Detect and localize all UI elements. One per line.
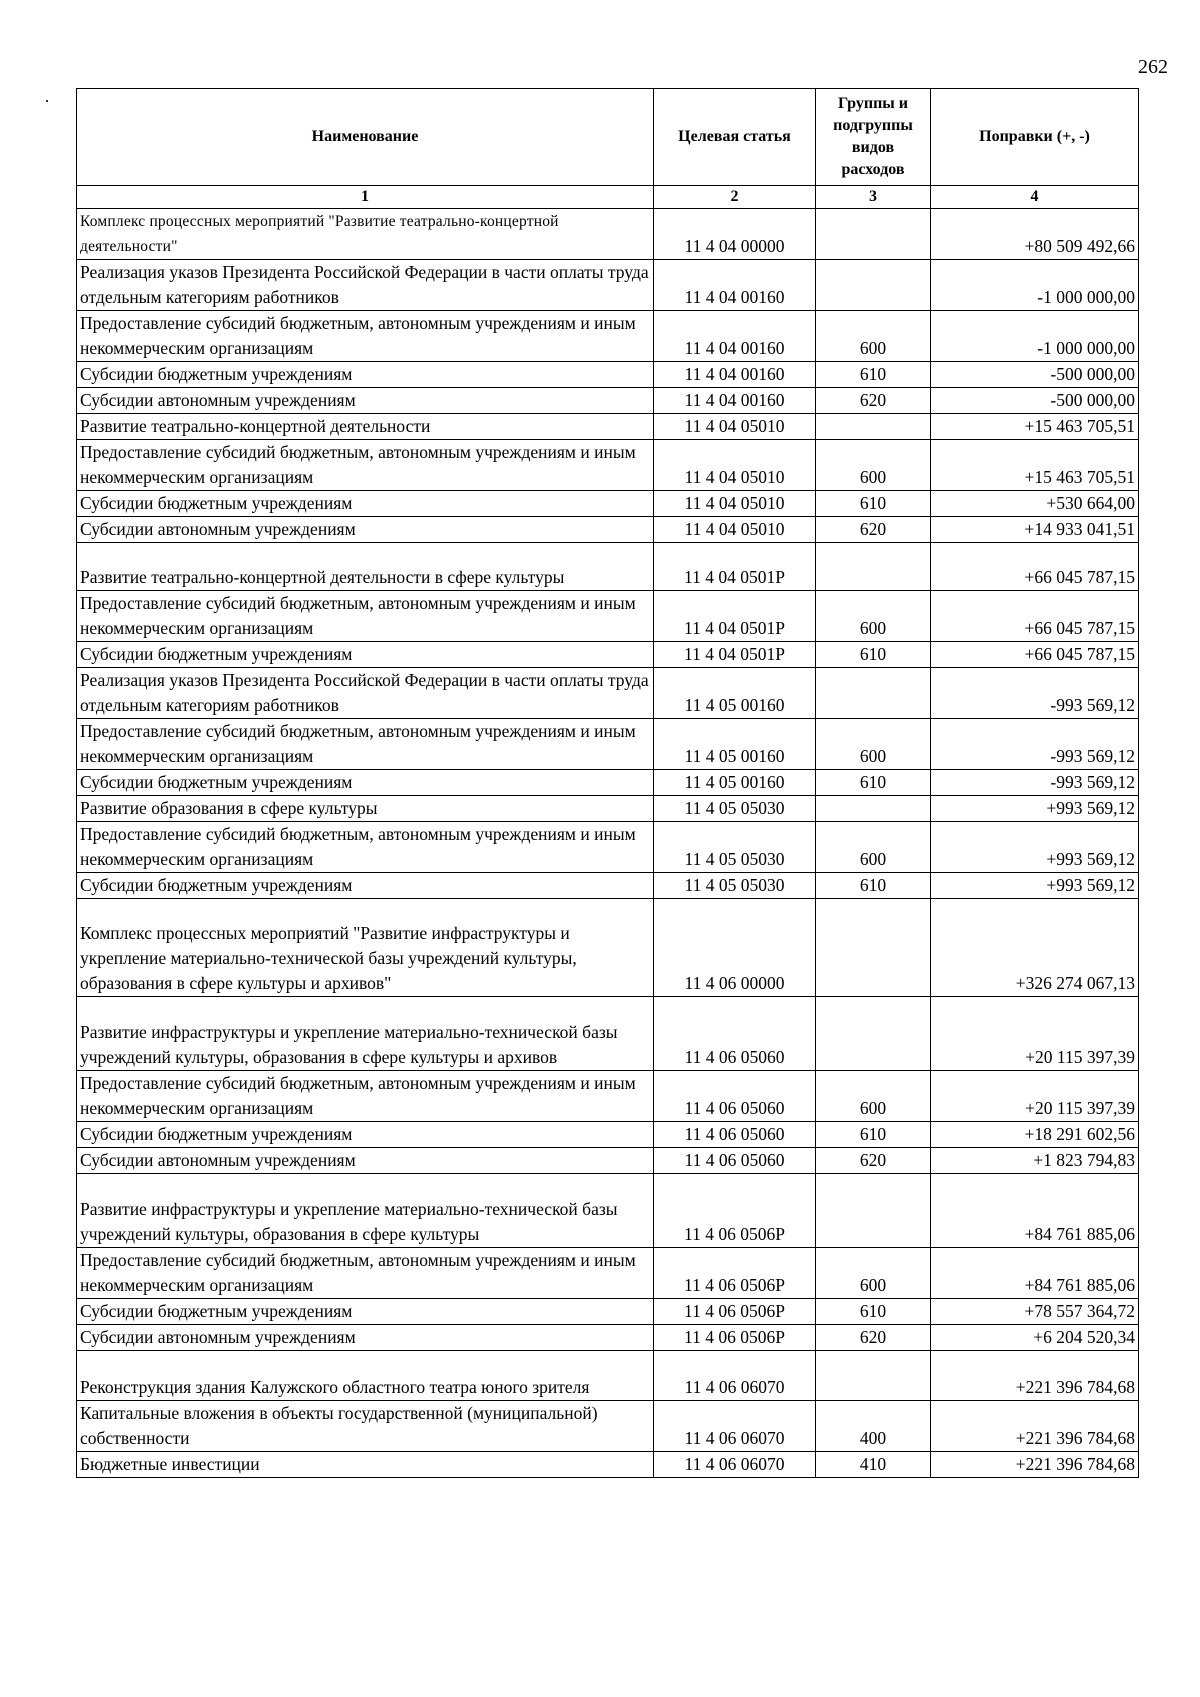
table-row [77, 440, 1139, 491]
row-group-cell: 620 [816, 1325, 931, 1351]
row-name-cell: Развитие образования в сфере культуры [77, 796, 654, 822]
row-code-cell: 11 4 04 0501P [654, 543, 816, 591]
row-group-cell [816, 899, 931, 997]
table-row [77, 517, 1139, 543]
header-code: Целевая статья [654, 89, 816, 186]
row-amount-cell: +20 115 397,39 [931, 997, 1139, 1071]
table-row [77, 543, 1139, 591]
row-amount-cell: -500 000,00 [931, 362, 1139, 388]
row-name-cell: Реализация указов Президента Российской Федерации в части оплаты труда отдельным категориям работников [77, 260, 654, 311]
row-name-cell: Субсидии бюджетным учреждениям [77, 491, 654, 517]
row-amount-cell: +78 557 364,72 [931, 1299, 1139, 1325]
table-row [77, 642, 1139, 668]
row-group-cell: 610 [816, 770, 931, 796]
row-group-cell: 600 [816, 1071, 931, 1122]
row-amount-cell: +221 396 784,68 [931, 1351, 1139, 1401]
budget-amendments-table [76, 88, 1139, 1478]
row-code-cell: 11 4 06 06070 [654, 1351, 816, 1401]
row-group-cell [816, 1351, 931, 1401]
row-name-cell: Бюджетные инвестиции [77, 1452, 654, 1478]
page-number: 262 [1138, 56, 1168, 78]
row-amount-cell: +18 291 602,56 [931, 1122, 1139, 1148]
row-amount-cell: +20 115 397,39 [931, 1071, 1139, 1122]
table-row [77, 719, 1139, 770]
row-amount-cell: +15 463 705,51 [931, 414, 1139, 440]
row-group-cell [816, 414, 931, 440]
row-amount-cell: +84 761 885,06 [931, 1248, 1139, 1299]
row-amount-cell: +66 045 787,15 [931, 543, 1139, 591]
table-row [77, 591, 1139, 642]
row-amount-cell: +66 045 787,15 [931, 591, 1139, 642]
row-amount-cell: +84 761 885,06 [931, 1174, 1139, 1248]
column-number: 4 [931, 186, 1139, 209]
row-code-cell: 11 4 04 00160 [654, 311, 816, 362]
table-row [77, 997, 1139, 1071]
row-code-cell: 11 4 06 0506P [654, 1174, 816, 1248]
row-name-cell: Комплекс процессных мероприятий "Развитие театрально-концертной деятельности" [77, 209, 654, 260]
row-amount-cell: +80 509 492,66 [931, 209, 1139, 260]
table-row [77, 388, 1139, 414]
row-group-cell [816, 1174, 931, 1248]
row-amount-cell: -993 569,12 [931, 668, 1139, 719]
row-group-cell: 610 [816, 642, 931, 668]
row-group-cell: 600 [816, 440, 931, 491]
row-amount-cell: +66 045 787,15 [931, 642, 1139, 668]
table-row [77, 311, 1139, 362]
row-code-cell: 11 4 04 05010 [654, 414, 816, 440]
column-number: 2 [654, 186, 816, 209]
header-amount: Поправки (+, -) [931, 89, 1139, 186]
scan-speck [46, 100, 48, 102]
row-code-cell: 11 4 04 05010 [654, 491, 816, 517]
row-name-cell: Предоставление субсидий бюджетным, автономным учреждениям и иным некоммерческим организациям [77, 719, 654, 770]
row-group-cell: 610 [816, 873, 931, 899]
row-name-cell: Развитие инфраструктуры и укрепление материально-технической базы учреждений культуры, образования в сфере культуры и архивов [77, 997, 654, 1071]
row-code-cell: 11 4 04 00160 [654, 260, 816, 311]
row-code-cell: 11 4 06 05060 [654, 1148, 816, 1174]
table-body [77, 209, 1139, 1478]
row-name-cell: Субсидии бюджетным учреждениям [77, 642, 654, 668]
row-group-cell: 610 [816, 1122, 931, 1148]
table-row [77, 796, 1139, 822]
row-name-cell: Капитальные вложения в объекты государственной (муниципальной) собственности [77, 1401, 654, 1452]
row-name-cell: Развитие театрально-концертной деятельности в сфере культуры [77, 543, 654, 591]
table-row [77, 822, 1139, 873]
table-row [77, 209, 1139, 260]
row-amount-cell: +221 396 784,68 [931, 1452, 1139, 1478]
header-row [77, 89, 1139, 186]
row-code-cell: 11 4 04 00160 [654, 388, 816, 414]
row-amount-cell: -993 569,12 [931, 770, 1139, 796]
row-code-cell: 11 4 05 00160 [654, 770, 816, 796]
column-number-row [77, 186, 1139, 209]
row-code-cell: 11 4 05 05030 [654, 822, 816, 873]
row-code-cell: 11 4 04 00000 [654, 209, 816, 260]
row-code-cell: 11 4 04 05010 [654, 517, 816, 543]
row-code-cell: 11 4 06 05060 [654, 1122, 816, 1148]
row-name-cell: Субсидии бюджетным учреждениям [77, 1122, 654, 1148]
table-row [77, 1071, 1139, 1122]
row-name-cell: Предоставление субсидий бюджетным, автономным учреждениям и иным некоммерческим организациям [77, 1248, 654, 1299]
table-row [77, 1174, 1139, 1248]
row-group-cell: 610 [816, 1299, 931, 1325]
row-code-cell: 11 4 04 05010 [654, 440, 816, 491]
row-name-cell: Субсидии бюджетным учреждениям [77, 1299, 654, 1325]
table-row [77, 1325, 1139, 1351]
row-name-cell: Субсидии бюджетным учреждениям [77, 362, 654, 388]
row-code-cell: 11 4 05 00160 [654, 668, 816, 719]
row-group-cell: 620 [816, 1148, 931, 1174]
row-code-cell: 11 4 06 06070 [654, 1452, 816, 1478]
table-row [77, 1122, 1139, 1148]
row-group-cell: 600 [816, 1248, 931, 1299]
row-amount-cell: +326 274 067,13 [931, 899, 1139, 997]
row-name-cell: Субсидии автономным учреждениям [77, 1148, 654, 1174]
row-code-cell: 11 4 05 05030 [654, 796, 816, 822]
row-amount-cell: +1 823 794,83 [931, 1148, 1139, 1174]
row-code-cell: 11 4 04 00160 [654, 362, 816, 388]
table-row [77, 873, 1139, 899]
row-amount-cell: +6 204 520,34 [931, 1325, 1139, 1351]
row-name-cell: Субсидии автономным учреждениям [77, 388, 654, 414]
row-group-cell: 620 [816, 517, 931, 543]
table-row [77, 899, 1139, 997]
row-name-cell: Субсидии бюджетным учреждениям [77, 873, 654, 899]
table-row [77, 491, 1139, 517]
table-row [77, 1351, 1139, 1401]
row-name-cell: Развитие инфраструктуры и укрепление материально-технической базы учреждений культуры, образования в сфере культуры [77, 1174, 654, 1248]
table-row [77, 414, 1139, 440]
row-code-cell: 11 4 06 0506P [654, 1325, 816, 1351]
row-amount-cell: -993 569,12 [931, 719, 1139, 770]
row-code-cell: 11 4 06 05060 [654, 997, 816, 1071]
row-name-cell: Предоставление субсидий бюджетным, автономным учреждениям и иным некоммерческим организациям [77, 591, 654, 642]
table-row [77, 770, 1139, 796]
row-name-cell: Комплекс процессных мероприятий "Развитие инфраструктуры и укрепление материально-технической базы учреждений культуры, образования в сфере культуры и архивов" [77, 899, 654, 997]
row-group-cell: 600 [816, 311, 931, 362]
row-group-cell [816, 260, 931, 311]
row-name-cell: Реализация указов Президента Российской Федерации в части оплаты труда отдельным категориям работников [77, 668, 654, 719]
row-group-cell [816, 668, 931, 719]
row-name-cell: Субсидии автономным учреждениям [77, 1325, 654, 1351]
row-code-cell: 11 4 04 0501P [654, 591, 816, 642]
row-code-cell: 11 4 06 05060 [654, 1071, 816, 1122]
row-name-cell: Субсидии бюджетным учреждениям [77, 770, 654, 796]
row-amount-cell: +993 569,12 [931, 822, 1139, 873]
table-row [77, 1248, 1139, 1299]
row-name-cell: Предоставление субсидий бюджетным, автономным учреждениям и иным некоммерческим организациям [77, 440, 654, 491]
column-number: 3 [816, 186, 931, 209]
row-amount-cell: +530 664,00 [931, 491, 1139, 517]
column-number: 1 [77, 186, 654, 209]
row-group-cell [816, 997, 931, 1071]
row-amount-cell: -500 000,00 [931, 388, 1139, 414]
row-group-cell: 600 [816, 719, 931, 770]
row-amount-cell: +14 933 041,51 [931, 517, 1139, 543]
row-code-cell: 11 4 04 0501P [654, 642, 816, 668]
row-code-cell: 11 4 06 0506P [654, 1299, 816, 1325]
table-row [77, 1452, 1139, 1478]
row-code-cell: 11 4 06 0506P [654, 1248, 816, 1299]
row-amount-cell: -1 000 000,00 [931, 260, 1139, 311]
table-row [77, 362, 1139, 388]
row-amount-cell: +993 569,12 [931, 796, 1139, 822]
row-amount-cell: +15 463 705,51 [931, 440, 1139, 491]
row-code-cell: 11 4 05 00160 [654, 719, 816, 770]
row-amount-cell: -1 000 000,00 [931, 311, 1139, 362]
row-group-cell: 600 [816, 591, 931, 642]
row-amount-cell: +221 396 784,68 [931, 1401, 1139, 1452]
header-name: Наименование [77, 89, 654, 186]
row-amount-cell: +993 569,12 [931, 873, 1139, 899]
row-code-cell: 11 4 06 06070 [654, 1401, 816, 1452]
row-name-cell: Предоставление субсидий бюджетным, автономным учреждениям и иным некоммерческим организациям [77, 822, 654, 873]
row-group-cell: 610 [816, 491, 931, 517]
table-row [77, 1299, 1139, 1325]
row-code-cell: 11 4 05 05030 [654, 873, 816, 899]
row-group-cell: 620 [816, 388, 931, 414]
row-name-cell: Предоставление субсидий бюджетным, автономным учреждениям и иным некоммерческим организациям [77, 1071, 654, 1122]
row-name-cell: Предоставление субсидий бюджетным, автономным учреждениям и иным некоммерческим организациям [77, 311, 654, 362]
row-name-cell: Развитие театрально-концертной деятельности [77, 414, 654, 440]
row-group-cell [816, 209, 931, 260]
table-row [77, 1401, 1139, 1452]
row-group-cell [816, 543, 931, 591]
row-group-cell: 410 [816, 1452, 931, 1478]
row-code-cell: 11 4 06 00000 [654, 899, 816, 997]
table-row [77, 668, 1139, 719]
row-group-cell: 400 [816, 1401, 931, 1452]
row-name-cell: Реконструкция здания Калужского областного театра юного зрителя [77, 1351, 654, 1401]
row-group-cell: 610 [816, 362, 931, 388]
row-name-cell: Субсидии автономным учреждениям [77, 517, 654, 543]
row-group-cell [816, 796, 931, 822]
row-group-cell: 600 [816, 822, 931, 873]
table-row [77, 1148, 1139, 1174]
header-group: Группы и подгруппы видов расходов [816, 89, 931, 186]
table-row [77, 260, 1139, 311]
